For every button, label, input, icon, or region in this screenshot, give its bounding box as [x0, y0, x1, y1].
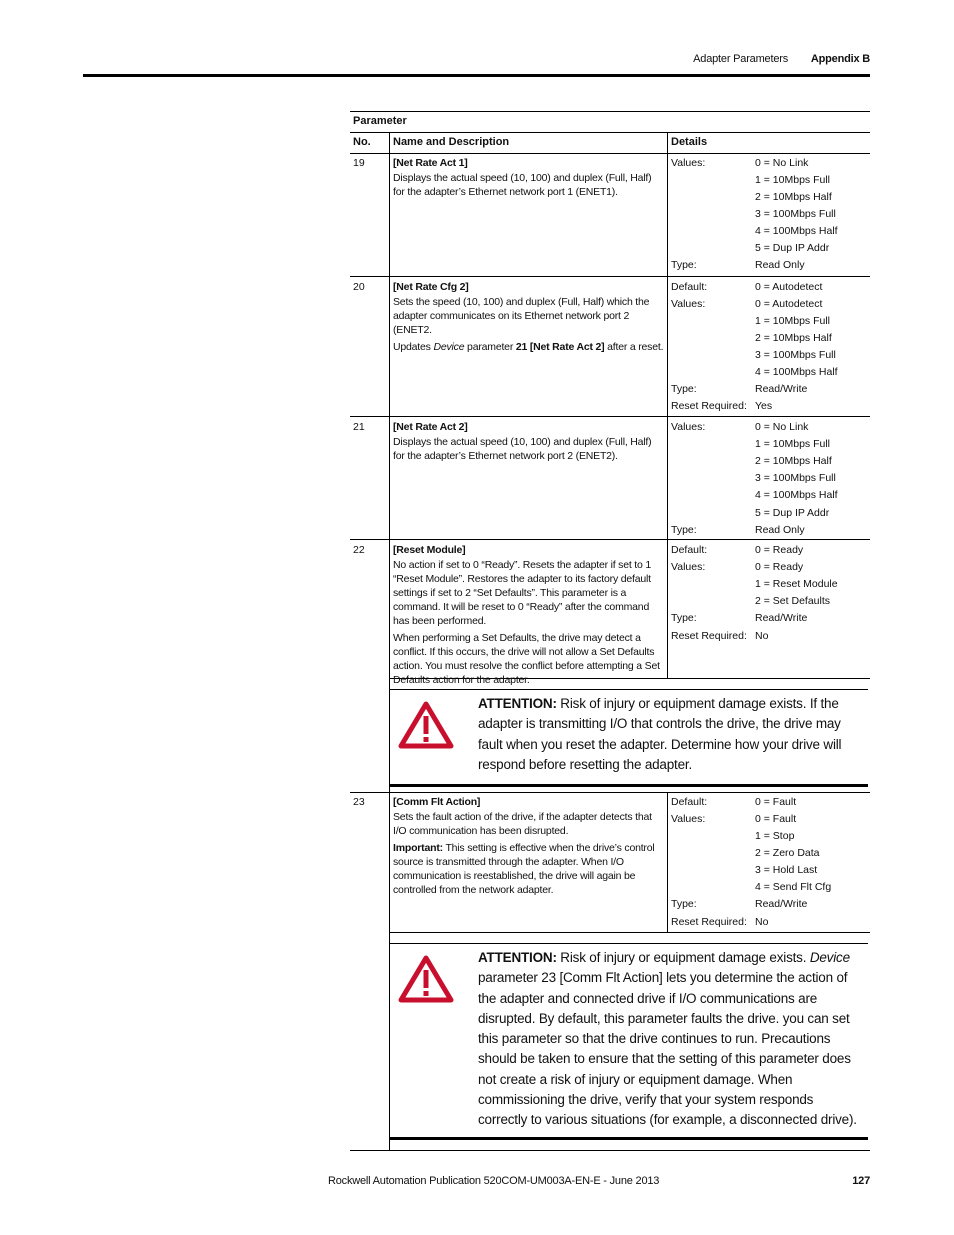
- param-name: [Net Rate Act 1]: [393, 157, 468, 169]
- footer-publication: Rockwell Automation Publication 520COM-UM003A-EN-E - June 2013: [328, 1175, 660, 1187]
- param-description: Displays the actual speed (10, 100) and duplex (Full, Half) for the adapter’s Ethernet network port 1 (ENET1).: [393, 172, 652, 198]
- attention-label: ATTENTION:: [478, 950, 557, 965]
- attention-label: ATTENTION:: [478, 696, 557, 711]
- table-caption: Parameter: [350, 111, 870, 132]
- attention-box: [390, 943, 868, 1140]
- warning-triangle-icon: [398, 955, 454, 1003]
- running-header: [693, 53, 870, 65]
- col-name-header: Name and Description: [393, 136, 510, 148]
- attention-text: ATTENTION: Risk of injury or equipment damage exists. If the adapter is transmitting I/O that controls the drive, the drive may fault when you reset the adapter. Determine how your drive will respond before resetting the adapter.: [478, 696, 842, 772]
- header-section: Adapter Parameters: [693, 53, 789, 65]
- param-number: 23: [353, 796, 365, 808]
- attention-text: ATTENTION: Risk of injury or equipment damage exists. Device parameter 23 [Comm Flt Action] lets you determine the action of the adapter and connected drive if I/O communications are disrupted. By default, this parameter faults the drive. you can set this parameter so that the drive continues to run. Precautions should be taken to ensure that the setting of this parameter does not create a risk of injury or equipment damage. When commissioning the drive, verify that your system responds correctly to various situations (for example, a disconnected drive).: [478, 950, 857, 1128]
- param-number: 22: [353, 544, 365, 556]
- col-no-header: No.: [353, 136, 371, 148]
- param-description: No action if set to 0 “Ready”. Resets the adapter if set to 1 “Reset Module”. Restores the adapter to its factory default settings if set to 2 “Set Defaults”. This parameter is a command. It will be reset to 0 “Ready” after the command has been performed.: [393, 559, 652, 627]
- param-description: Displays the actual speed (10, 100) and duplex (Full, Half) for the adapter’s Ethernet network port 2 (ENET2).: [393, 436, 652, 462]
- param-name: [Reset Module]: [393, 544, 466, 556]
- param-description: Sets the fault action of the drive, if the adapter detects that I/O communication has been disrupted.: [393, 811, 652, 837]
- param-number: 19: [353, 157, 365, 169]
- table-row: 20 [Net Rate Cfg 2] Sets the speed (10, 100) and duplex (Full, Half) which the adapter communicates on its Ethernet network port 2 (ENET2. Updates Device parameter 21 [Net Rate Act 2] after a reset. Default: 0 = Autodetect Values: 0 = Autodetect 1 = 10Mbps Full 2 = 10Mbps Half 3 = 100Mbps Full 4 = 100Mbps Half Type: Read/Write Reset Required: Yes: [350, 277, 870, 417]
- attention-box: [390, 689, 868, 787]
- param-important-note: Important: This setting is effective when the drive’s control source is transmitted through the adapter. When I/O communication is reestablished, the drive will again be controlled from the network adapter.: [393, 842, 655, 896]
- param-description: Sets the speed (10, 100) and duplex (Full, Half) which the adapter communicates on its Ethernet network port 2 (ENET2.: [393, 296, 650, 336]
- table-row: 19 [Net Rate Act 1] Displays the actual speed (10, 100) and duplex (Full, Half) for the adapter’s Ethernet network port 1 (ENET1). Values: 0 = No Link 1 = 10Mbps Full 2 = 10Mbps Half 3 = 100Mbps Full 4 = 100Mbps Half 5 = Dup IP Addr Type: Read Only: [350, 153, 870, 277]
- table-header-row: [350, 132, 870, 154]
- param-name: [Net Rate Cfg 2]: [393, 281, 469, 293]
- param-description-note: Updates Device parameter 21 [Net Rate Act 2] after a reset.: [393, 341, 664, 353]
- page-number: 127: [852, 1175, 870, 1187]
- warning-triangle-icon: [398, 701, 454, 749]
- col-details-header: Details: [671, 136, 708, 148]
- param-name: [Comm Flt Action]: [393, 796, 481, 808]
- table-row: 21 [Net Rate Act 2] Displays the actual speed (10, 100) and duplex (Full, Half) for the adapter’s Ethernet network port 2 (ENET2). Values: 0 = No Link 1 = 10Mbps Full 2 = 10Mbps Half 3 = 100Mbps Full 4 = 100Mbps Half 5 = Dup IP Addr Type: Read Only: [350, 417, 870, 540]
- param-description-note: When performing a Set Defaults, the drive may detect a conflict. If this occurs, the drive will not allow a Set Defaults action. You must resolve the conflict before attempting a Set Defaults action for the adapter.: [393, 632, 660, 686]
- param-number: 21: [353, 421, 365, 433]
- table-bottom-rule: [350, 1150, 870, 1151]
- param-name: [Net Rate Act 2]: [393, 421, 468, 433]
- table-row: 23 [Comm Flt Action] Sets the fault action of the drive, if the adapter detects that I/O communication has been disrupted. Important: This setting is effective when the drive’s control source is transmitted through the adapter. When I/O communication is reestablished, the drive will again be controlled from the network adapter. Default: 0 = Fault Values: 0 = Fault 1 = Stop 2 = Zero Data 3 = Hold Last 4 = Send Flt Cfg Type: Read/Write Reset Required: No: [350, 792, 870, 1150]
- header-appendix: Appendix B: [810, 53, 870, 65]
- header-rule: [83, 74, 870, 77]
- param-number: 20: [353, 281, 365, 293]
- table-row: 22 [Reset Module] No action if set to 0 “Ready”. Resets the adapter if set to 1 “Reset Module”. Restores the adapter to its factory default settings if set to 2 “Set Defaults”. This parameter is a command. It will be reset to 0 “Ready” after the command has been performed. When performing a Set Defaults, the drive may detect a conflict. If this occurs, the drive will not allow a Set Defaults action. You must resolve the conflict before attempting a Set Defaults action for the adapter. Default: 0 = Ready Values: 0 = Ready 1 = Reset Module 2 = Set Defaults Type: Read/Write Reset Required: No: [350, 540, 870, 790]
